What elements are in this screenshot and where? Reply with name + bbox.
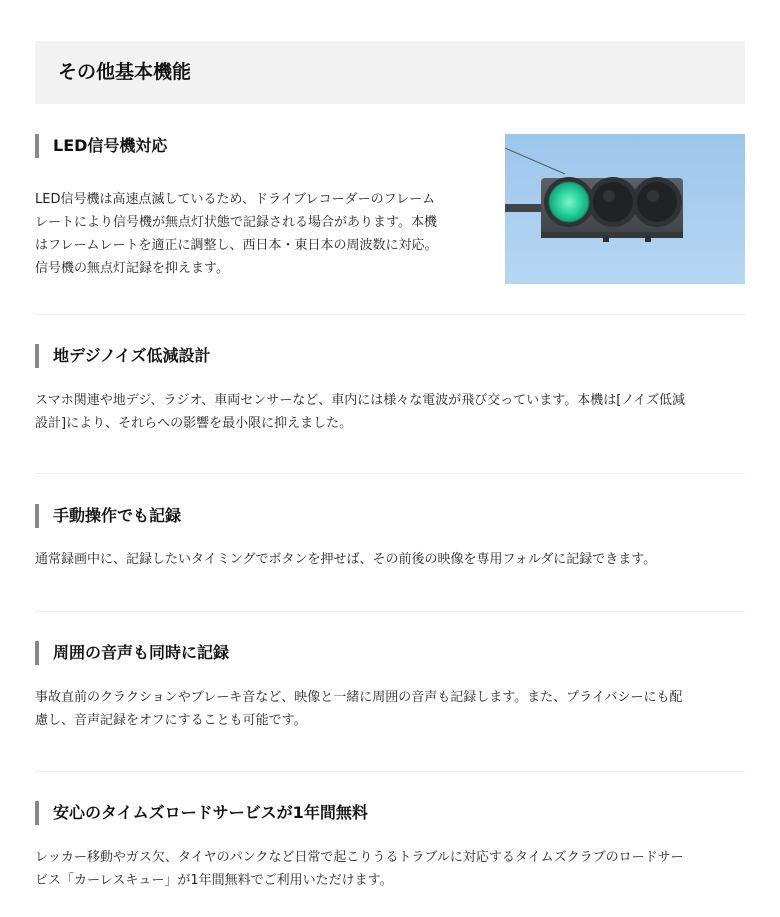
section-body bbox=[35, 846, 745, 892]
section-noise-reduction bbox=[35, 344, 745, 435]
section-body bbox=[35, 548, 745, 571]
traffic-light-photo bbox=[505, 134, 745, 284]
section-title: 地デジノイズ低減設計 bbox=[35, 344, 745, 368]
section-manual-recording bbox=[35, 504, 745, 571]
section-road-service bbox=[35, 801, 745, 892]
body-line: LED信号機は高速点滅しているため、ドライブレコーダーのフレーム bbox=[35, 192, 436, 207]
section-title: 周囲の音声も同時に記録 bbox=[35, 641, 745, 665]
body-line: レートにより信号機が無点灯状態で記録される場合があります。本機 bbox=[35, 215, 437, 230]
divider bbox=[35, 314, 745, 315]
section-audio-recording bbox=[35, 641, 745, 732]
section-title: LED信号機対応 bbox=[35, 134, 475, 158]
body-line: 信号機の無点灯記録を抑えます。 bbox=[35, 261, 229, 276]
page-header bbox=[35, 41, 745, 104]
body-line: ビス「カーレスキュー」が1年間無料でご利用いただけます。 bbox=[35, 873, 393, 888]
section-body bbox=[35, 389, 745, 435]
section-body bbox=[35, 686, 745, 732]
section-title: 安心のタイムズロードサービスが1年間無料 bbox=[35, 801, 745, 825]
page-title: その他基本機能 bbox=[58, 61, 192, 83]
body-line: スマホ関連や地デジ、ラジオ、車両センサーなど、車内には様々な電波が飛び交っています。本機は[ノイズ低減 bbox=[35, 393, 686, 408]
body-line: 設計]により、それらへの影響を最小限に抑えました。 bbox=[35, 416, 353, 431]
divider bbox=[35, 611, 745, 612]
section-title: 手動操作でも記録 bbox=[35, 504, 745, 528]
body-line: 通常録画中に、記録したいタイミングでボタンを押せば、その前後の映像を専用フォルダに記録できます。 bbox=[35, 552, 657, 567]
body-line: 事故直前のクラクションやブレーキ音など、映像と一緒に周囲の音声も記録します。また、プライバシーにも配 bbox=[35, 690, 683, 705]
divider bbox=[35, 473, 745, 474]
divider bbox=[35, 771, 745, 772]
body-line: レッカー移動やガス欠、タイヤのパンクなど日常で起こりうるトラブルに対応するタイムズクラブのロードサー bbox=[35, 850, 684, 865]
body-line: はフレームレートを適正に調整し、西日本・東日本の周波数に対応。 bbox=[35, 238, 438, 253]
section-body bbox=[35, 188, 475, 280]
body-line: 慮し、音声記録をオフにすることも可能です。 bbox=[35, 713, 307, 728]
section-led-signal bbox=[35, 134, 475, 280]
